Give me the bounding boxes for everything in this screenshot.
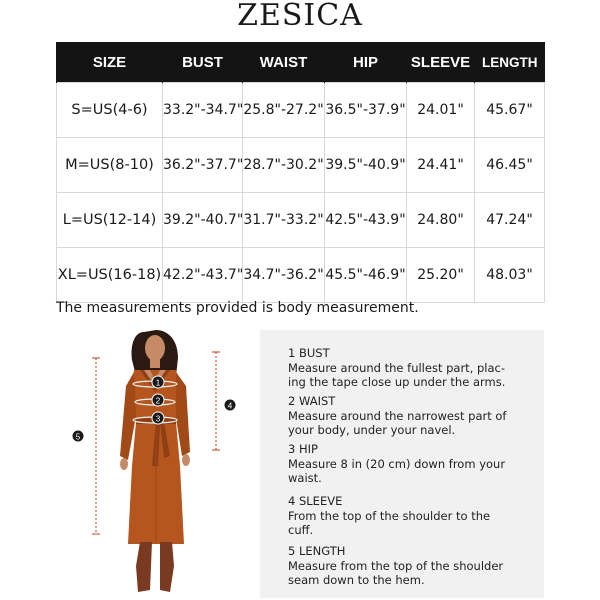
- cell-sleeve: 24.01": [407, 83, 475, 138]
- guide-title: 2 WAIST: [288, 394, 336, 408]
- table-header-row: [57, 42, 545, 83]
- guide-text: your body, under your navel.: [288, 423, 456, 437]
- face-shape: [145, 335, 165, 361]
- header-bust: BUST: [163, 42, 243, 83]
- guide-text: ing the tape close up under the arms.: [288, 375, 506, 389]
- cell-bust: 39.2"-40.7": [163, 193, 243, 248]
- sleeve-marker: [224, 399, 236, 411]
- guide-text: waist.: [288, 471, 322, 485]
- guide-title: 3 HIP: [288, 442, 318, 456]
- guide-item-sleeve: [288, 494, 538, 538]
- waist-marker: [152, 394, 164, 406]
- cell-size: XL=US(16-18): [57, 248, 163, 303]
- brand-logo: ZESICA: [237, 0, 363, 33]
- left-boot-shape: [136, 542, 152, 592]
- cell-hip: 45.5"-46.9": [325, 248, 407, 303]
- cell-hip: 39.5"-40.9": [325, 138, 407, 193]
- cell-length: 45.67": [475, 83, 545, 138]
- cell-size: S=US(4-6): [57, 83, 163, 138]
- svg-text:5: 5: [75, 432, 81, 442]
- header-waist: WAIST: [243, 42, 325, 83]
- guide-item-waist: [288, 394, 538, 438]
- model-figure: [56, 326, 256, 596]
- table-row: [57, 193, 545, 248]
- cell-size: M=US(8-10): [57, 138, 163, 193]
- right-boot-shape: [160, 542, 174, 592]
- guide-title: 1 BUST: [288, 346, 330, 360]
- cell-waist: 34.7"-36.2": [243, 248, 325, 303]
- cell-hip: 36.5"-37.9": [325, 83, 407, 138]
- guide-title: 5 LENGTH: [288, 544, 346, 558]
- measurement-guide-panel: [260, 330, 544, 598]
- header-hip: HIP: [325, 42, 407, 83]
- cell-bust: 36.2"-37.7": [163, 138, 243, 193]
- table-row: [57, 83, 545, 138]
- guide-text: seam down to the hem.: [288, 573, 425, 587]
- measurement-note: The measurements provided is body measurement.: [56, 300, 419, 316]
- guide-item-hip: [288, 442, 538, 486]
- cell-bust: 42.2"-43.7": [163, 248, 243, 303]
- svg-text:2: 2: [155, 396, 161, 406]
- guide-item-length: [288, 544, 538, 588]
- guide-item-bust: [288, 346, 538, 390]
- hip-marker: [152, 412, 164, 424]
- cell-length: 46.45": [475, 138, 545, 193]
- cell-sleeve: 24.41": [407, 138, 475, 193]
- guide-text: Measure around the narrowest part of: [288, 408, 507, 423]
- cell-waist: 31.7"-33.2": [243, 193, 325, 248]
- cell-sleeve: 25.20": [407, 248, 475, 303]
- svg-text:1: 1: [155, 378, 161, 388]
- header-size: SIZE: [57, 42, 163, 83]
- cell-sleeve: 24.80": [407, 193, 475, 248]
- cell-waist: 28.7"-30.2": [243, 138, 325, 193]
- cell-bust: 33.2"-34.7": [163, 83, 243, 138]
- guide-text: Measure from the top of the shoulder: [288, 558, 504, 573]
- length-marker: [72, 430, 84, 442]
- svg-text:4: 4: [227, 401, 233, 411]
- bust-marker: [152, 376, 164, 388]
- cell-length: 47.24": [475, 193, 545, 248]
- table-row: [57, 138, 545, 193]
- header-length: LENGTH: [475, 42, 545, 83]
- guide-title: 4 SLEEVE: [288, 494, 343, 508]
- cell-hip: 42.5"-43.9": [325, 193, 407, 248]
- header-sleeve: SLEEVE: [407, 42, 475, 83]
- right-sleeve-shape: [176, 372, 190, 456]
- table-row: [57, 248, 545, 303]
- cell-length: 48.03": [475, 248, 545, 303]
- guide-text: From the top of the shoulder to the: [288, 508, 491, 523]
- cell-size: L=US(12-14): [57, 193, 163, 248]
- cell-waist: 25.8"-27.2": [243, 83, 325, 138]
- guide-text: Measure around the fullest part, plac-: [288, 360, 506, 375]
- guide-text: cuff.: [288, 523, 314, 537]
- size-chart-table: [56, 42, 545, 303]
- guide-text: Measure 8 in (20 cm) down from your: [288, 456, 506, 471]
- svg-text:3: 3: [155, 414, 161, 424]
